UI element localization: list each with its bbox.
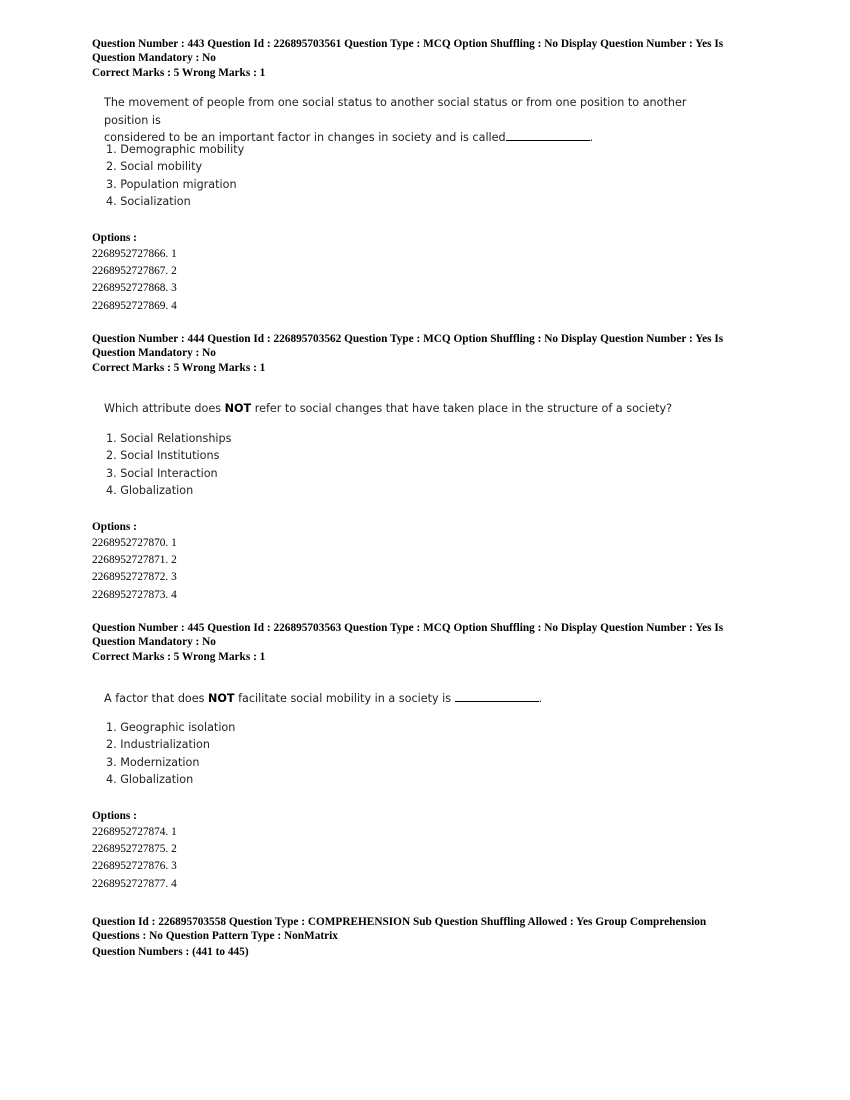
options-label: Options : bbox=[92, 232, 137, 244]
options-label: Options : bbox=[92, 521, 137, 533]
question-mandatory-line: Question Mandatory : No bbox=[92, 51, 216, 64]
answer-blank bbox=[506, 130, 590, 141]
choice-item: 2. Social mobility bbox=[106, 160, 203, 174]
question-443-text bbox=[104, 94, 724, 147]
option-id: 2268952727867. 2 bbox=[92, 265, 177, 278]
question-mandatory-line: Question Mandatory : No bbox=[92, 346, 216, 359]
question-text-line: Which attribute does NOT refer to social changes that have taken place in the structure of a society? bbox=[104, 402, 673, 415]
choice-item: 4. Globalization bbox=[106, 772, 194, 786]
question-444-choices bbox=[106, 430, 506, 499]
choice-item: 2. Industrialization bbox=[106, 738, 210, 752]
choice-item: 3. Population migration bbox=[106, 177, 237, 191]
question-header-line: Question Number : 443 Question Id : 226895703561 Question Type : MCQ Option Shuffling : No Display Question Number : Yes Is bbox=[92, 38, 724, 50]
choice-item: 2. Social Institutions bbox=[106, 449, 220, 463]
comprehension-line: Questions : No Question Pattern Type : NonMatrix bbox=[92, 930, 338, 942]
question-443-choices bbox=[106, 141, 506, 210]
question-mandatory-line: Question Mandatory : No bbox=[92, 635, 216, 648]
choice-item: 3. Modernization bbox=[106, 755, 200, 769]
option-id: 2268952727875. 2 bbox=[92, 843, 177, 856]
question-text-line: A factor that does NOT facilitate social mobility in a society is . bbox=[104, 692, 543, 705]
option-id: 2268952727877. 4 bbox=[92, 877, 177, 890]
question-444-header bbox=[92, 333, 752, 376]
marks-line: Correct Marks : 5 Wrong Marks : 1 bbox=[92, 651, 266, 663]
option-id: 2268952727876. 3 bbox=[92, 860, 177, 873]
option-id: 2268952727871. 2 bbox=[92, 554, 177, 567]
question-443-header bbox=[92, 38, 752, 81]
choice-item: 3. Social Interaction bbox=[106, 466, 218, 480]
choice-item: 1. Social Relationships bbox=[106, 432, 232, 445]
question-444-options bbox=[92, 519, 392, 604]
question-445-text bbox=[104, 690, 724, 708]
option-id: 2268952727868. 3 bbox=[92, 282, 177, 295]
marks-line: Correct Marks : 5 Wrong Marks : 1 bbox=[92, 67, 266, 79]
option-id: 2268952727870. 1 bbox=[92, 537, 177, 549]
option-id: 2268952727872. 3 bbox=[92, 571, 177, 584]
comprehension-line: Question Id : 226895703558 Question Type : COMPREHENSION Sub Question Shuffling Allowed : Yes Group Comprehension bbox=[92, 916, 707, 928]
question-text-line: The movement of people from one social status to another social status or from one position to another position is bbox=[104, 96, 687, 127]
question-445-choices bbox=[106, 719, 506, 788]
answer-blank bbox=[455, 691, 539, 702]
choice-item: 1. Geographic isolation bbox=[106, 721, 236, 734]
question-445-options bbox=[92, 808, 392, 893]
question-443-options bbox=[92, 230, 392, 315]
choice-item: 1. Demographic mobility bbox=[106, 143, 245, 156]
comprehension-info bbox=[92, 915, 772, 959]
options-label: Options : bbox=[92, 810, 137, 822]
comprehension-question-numbers: Question Numbers : (441 to 445) bbox=[92, 946, 249, 958]
question-header-line: Question Number : 445 Question Id : 226895703563 Question Type : MCQ Option Shuffling : No Display Question Number : Yes Is bbox=[92, 622, 724, 634]
option-id: 2268952727874. 1 bbox=[92, 826, 177, 838]
marks-line: Correct Marks : 5 Wrong Marks : 1 bbox=[92, 362, 266, 374]
option-id: 2268952727869. 4 bbox=[92, 299, 177, 312]
option-id: 2268952727866. 1 bbox=[92, 248, 177, 260]
choice-item: 4. Socialization bbox=[106, 194, 191, 208]
choice-item: 4. Globalization bbox=[106, 483, 194, 497]
option-id: 2268952727873. 4 bbox=[92, 588, 177, 601]
question-text-line: considered to be an important factor in changes in society and is called . bbox=[104, 131, 594, 144]
question-header-line: Question Number : 444 Question Id : 226895703562 Question Type : MCQ Option Shuffling : No Display Question Number : Yes Is bbox=[92, 333, 724, 345]
question-444-text bbox=[104, 400, 724, 418]
question-445-header bbox=[92, 622, 752, 665]
